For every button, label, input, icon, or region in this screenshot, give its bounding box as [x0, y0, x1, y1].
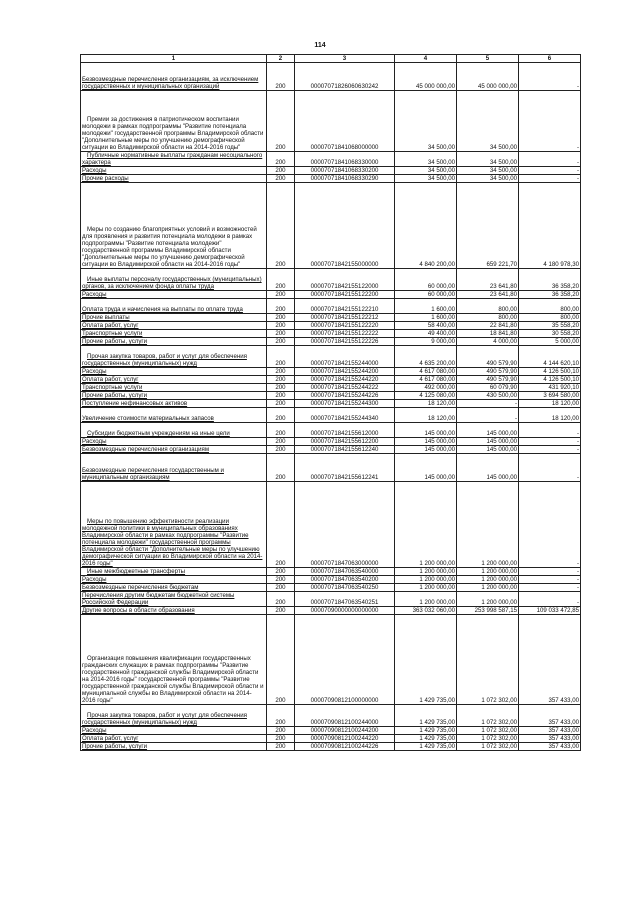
row-description: Расходы [81, 438, 267, 446]
row-approved-amount: 4 617 080,00 [395, 368, 457, 376]
row-unexecuted-amount: - [519, 446, 581, 454]
row-code: 200 [267, 392, 295, 400]
row-unexecuted-amount: - [519, 482, 581, 568]
row-description: Расходы [81, 368, 267, 376]
row-executed-amount: 800,00 [457, 299, 519, 314]
row-unexecuted-amount: - [519, 167, 581, 175]
table-row [81, 592, 581, 607]
row-code: 200 [267, 376, 295, 384]
row-description: Другие вопросы в области образования [81, 607, 267, 615]
row-approved-amount: 1 429 735,00 [395, 735, 457, 743]
row-unexecuted-amount: - [519, 63, 581, 91]
row-code: 200 [267, 568, 295, 576]
row-description: Безвозмездные перечисления бюджетам [81, 584, 267, 592]
table-row [81, 482, 581, 568]
row-budget-code: 00007071842155612240 [295, 446, 395, 454]
column-header: 6 [519, 55, 581, 63]
row-executed-amount: 34 500,00 [457, 167, 519, 175]
row-code: 200 [267, 152, 295, 167]
row-budget-code: 00007071847063540250 [295, 584, 395, 592]
row-description: Прочая закупка товаров, работ и услуг для обеспечения государственных (муниципальных) нужд [81, 705, 267, 727]
row-budget-code: 00007071842155122222 [295, 330, 395, 338]
row-budget-code: 00007071842155122212 [295, 314, 395, 322]
row-code: 200 [267, 330, 295, 338]
row-description: Расходы [81, 576, 267, 584]
row-approved-amount: 60 000,00 [395, 291, 457, 299]
row-description: Расходы [81, 167, 267, 175]
row-unexecuted-amount: 30 558,20 [519, 330, 581, 338]
row-budget-code: 00007071841068330000 [295, 152, 395, 167]
row-description: Иные межбюджетные трансферты [81, 568, 267, 576]
row-description: Прочие выплаты [81, 314, 267, 322]
row-approved-amount: 34 500,00 [395, 175, 457, 183]
row-budget-code: 00007071847063540251 [295, 592, 395, 607]
column-header: 5 [457, 55, 519, 63]
row-code: 200 [267, 592, 295, 607]
row-unexecuted-amount: 18 120,00 [519, 400, 581, 408]
row-code: 200 [267, 384, 295, 392]
table-row [81, 175, 581, 183]
row-description: Безвозмездные перечисления государственным и муниципальным организациям [81, 454, 267, 482]
row-unexecuted-amount: 36 358,20 [519, 269, 581, 291]
row-description: Оплата труда и начисления на выплаты по оплате труда [81, 299, 267, 314]
row-unexecuted-amount: - [519, 568, 581, 576]
row-unexecuted-amount: 357 433,00 [519, 735, 581, 743]
column-header: 1 [81, 55, 267, 63]
row-approved-amount: 145 000,00 [395, 438, 457, 446]
row-description: Организация повышения квалификации государственных гражданских служащих в рамках подпрограммы "Развитие государственной гражданской службы Владимирской области на 2014-2016 годы" государственной программы "Развитие государственной гражданской службы Владимирской области и муниципальной службы во Владимирской области на 2014-2016 годы" [81, 615, 267, 705]
row-approved-amount: 4 125 080,00 [395, 392, 457, 400]
row-unexecuted-amount: 800,00 [519, 314, 581, 322]
row-code: 200 [267, 454, 295, 482]
row-executed-amount: 145 000,00 [457, 446, 519, 454]
row-executed-amount: 1 072 302,00 [457, 743, 519, 751]
row-executed-amount: 60 079,90 [457, 384, 519, 392]
row-code: 200 [267, 576, 295, 584]
row-budget-code: 00007071842155244340 [295, 408, 395, 423]
row-description: Расходы [81, 291, 267, 299]
row-description: Иные выплаты персоналу государственных (муниципальных) органов, за исключением фонда оплаты труда [81, 269, 267, 291]
row-approved-amount: 1 600,00 [395, 299, 457, 314]
table-row [81, 291, 581, 299]
row-unexecuted-amount: 357 433,00 [519, 743, 581, 751]
row-code: 200 [267, 291, 295, 299]
row-budget-code: 00007071842155122200 [295, 291, 395, 299]
table-row [81, 384, 581, 392]
row-description: Оплата работ, услуг [81, 735, 267, 743]
table-row [81, 392, 581, 400]
row-executed-amount: 800,00 [457, 314, 519, 322]
row-code: 200 [267, 175, 295, 183]
row-executed-amount: 490 579,90 [457, 346, 519, 368]
row-budget-code: 00007071842155612200 [295, 438, 395, 446]
row-budget-code: 00007090812100244226 [295, 743, 395, 751]
row-budget-code: 00007071842155244300 [295, 400, 395, 408]
row-approved-amount: 145 000,00 [395, 454, 457, 482]
table-row [81, 376, 581, 384]
row-executed-amount: 34 500,00 [457, 175, 519, 183]
row-budget-code: 00007071842155122220 [295, 322, 395, 330]
row-description: Прочие расходы [81, 175, 267, 183]
row-description: Субсидии бюджетным учреждениям на иные цели [81, 423, 267, 438]
table-row [81, 63, 581, 91]
row-description: Прочие работы, услуги [81, 392, 267, 400]
table-row [81, 576, 581, 584]
row-code: 200 [267, 299, 295, 314]
row-unexecuted-amount: - [519, 152, 581, 167]
row-code: 200 [267, 63, 295, 91]
row-unexecuted-amount: 4 180 978,30 [519, 183, 581, 269]
row-description: Меры по повышению эффективности реализации молодежной политики в муниципальных образованиях Владимирской области в рамках подпрограммы "Развитие потенциала молодежи" государственной программы Владимирской области "Дополнительные меры по улучшению демографической ситуации во Владимирской области на 2014-2016 годы" [81, 482, 267, 568]
table-header-row [81, 55, 581, 63]
row-code: 200 [267, 91, 295, 152]
row-approved-amount: 45 000 000,00 [395, 63, 457, 91]
row-executed-amount: 490 579,90 [457, 368, 519, 376]
row-description: Увеличение стоимости материальных запасов [81, 408, 267, 423]
row-budget-code: 00007071842155244222 [295, 384, 395, 392]
row-executed-amount: 18 841,80 [457, 330, 519, 338]
row-approved-amount: 1 429 735,00 [395, 705, 457, 727]
row-unexecuted-amount: - [519, 454, 581, 482]
row-code: 200 [267, 269, 295, 291]
row-approved-amount: 9 000,00 [395, 338, 457, 346]
row-unexecuted-amount: 4 126 500,10 [519, 368, 581, 376]
row-unexecuted-amount: 431 920,10 [519, 384, 581, 392]
row-approved-amount: 1 429 735,00 [395, 743, 457, 751]
row-approved-amount: 4 840 200,00 [395, 183, 457, 269]
row-approved-amount: 34 500,00 [395, 152, 457, 167]
row-unexecuted-amount: 18 120,00 [519, 408, 581, 423]
row-description: Оплата работ, услуг [81, 322, 267, 330]
row-code: 200 [267, 584, 295, 592]
row-description: Транспортные услуги [81, 330, 267, 338]
row-code: 200 [267, 607, 295, 615]
row-budget-code: 00007071842155244200 [295, 368, 395, 376]
row-executed-amount: 34 500,00 [457, 91, 519, 152]
table-row [81, 167, 581, 175]
row-budget-code: 00007071842155000000 [295, 183, 395, 269]
row-executed-amount: 23 641,80 [457, 291, 519, 299]
table-row [81, 314, 581, 322]
row-code: 200 [267, 338, 295, 346]
row-budget-code: 00007090812100244200 [295, 727, 395, 735]
table-row [81, 735, 581, 743]
row-code: 200 [267, 743, 295, 751]
row-unexecuted-amount: 109 033 472,85 [519, 607, 581, 615]
row-unexecuted-amount: 357 433,00 [519, 615, 581, 705]
row-code: 200 [267, 167, 295, 175]
row-approved-amount: 1 200 000,00 [395, 482, 457, 568]
row-code: 200 [267, 346, 295, 368]
table-row [81, 368, 581, 376]
row-unexecuted-amount: - [519, 592, 581, 607]
row-approved-amount: 492 000,00 [395, 384, 457, 392]
table-row [81, 607, 581, 615]
row-description: Перечисления другим бюджетам бюджетной системы Российской Федерации [81, 592, 267, 607]
table-row [81, 743, 581, 751]
row-unexecuted-amount: 5 000,00 [519, 338, 581, 346]
row-budget-code: 00007071842155244226 [295, 392, 395, 400]
row-code: 200 [267, 322, 295, 330]
row-approved-amount: 4 635 200,00 [395, 346, 457, 368]
row-approved-amount: 1 200 000,00 [395, 576, 457, 584]
row-executed-amount: 22 841,80 [457, 322, 519, 330]
table-row [81, 408, 581, 423]
row-executed-amount: 145 000,00 [457, 438, 519, 446]
row-budget-code: 00007090812100000000 [295, 615, 395, 705]
row-description: Меры по созданию благоприятных условий и возможностей для проявления и развития потенциала молодежи в рамках подпрограммы "Развитие потенциала молодежи" государственной программы Владимирской области "Дополнительные меры по улучшению демографической ситуации во Владимирской области на 2014-2016 годы" [81, 183, 267, 269]
row-unexecuted-amount: - [519, 438, 581, 446]
row-approved-amount: 1 600,00 [395, 314, 457, 322]
row-approved-amount: 1 429 735,00 [395, 615, 457, 705]
row-executed-amount: 4 000,00 [457, 338, 519, 346]
row-code: 200 [267, 400, 295, 408]
row-description: Расходы [81, 727, 267, 735]
column-header: 4 [395, 55, 457, 63]
row-unexecuted-amount: - [519, 175, 581, 183]
row-description: Прочая закупка товаров, работ и услуг для обеспечения государственных (муниципальных) нужд [81, 346, 267, 368]
table-row [81, 438, 581, 446]
row-executed-amount: 1 200 000,00 [457, 568, 519, 576]
row-description: Оплата работ, услуг [81, 376, 267, 384]
row-unexecuted-amount: - [519, 423, 581, 438]
row-unexecuted-amount: 4 144 620,10 [519, 346, 581, 368]
table-row [81, 299, 581, 314]
row-executed-amount: 1 072 302,00 [457, 735, 519, 743]
row-unexecuted-amount: 4 126 500,10 [519, 376, 581, 384]
table-row [81, 338, 581, 346]
table-row [81, 568, 581, 576]
row-executed-amount: 1 200 000,00 [457, 584, 519, 592]
row-code: 200 [267, 408, 295, 423]
row-budget-code: 00007071842155122226 [295, 338, 395, 346]
row-executed-amount: 490 579,90 [457, 376, 519, 384]
table-row [81, 183, 581, 269]
row-unexecuted-amount: 800,00 [519, 299, 581, 314]
row-unexecuted-amount: 36 358,20 [519, 291, 581, 299]
row-executed-amount: 1 200 000,00 [457, 592, 519, 607]
row-budget-code: 00007071842155122210 [295, 299, 395, 314]
row-code: 200 [267, 482, 295, 568]
row-executed-amount: 145 000,00 [457, 423, 519, 438]
row-code: 200 [267, 615, 295, 705]
table-row [81, 446, 581, 454]
row-description: Поступление нефинансовых активов [81, 400, 267, 408]
row-budget-code: 00007071841068330290 [295, 175, 395, 183]
row-approved-amount: 34 500,00 [395, 167, 457, 175]
row-description: Безвозмездные перечисления организациям [81, 446, 267, 454]
row-budget-code: 00007071847063540200 [295, 576, 395, 584]
row-approved-amount: 145 000,00 [395, 446, 457, 454]
row-approved-amount: 145 000,00 [395, 423, 457, 438]
table-row [81, 330, 581, 338]
row-approved-amount: 60 000,00 [395, 269, 457, 291]
row-budget-code: 00007090812100244000 [295, 705, 395, 727]
row-description: Транспортные услуги [81, 384, 267, 392]
row-code: 200 [267, 735, 295, 743]
table-row [81, 400, 581, 408]
row-budget-code: 00007071842155244220 [295, 376, 395, 384]
row-approved-amount: 58 400,00 [395, 322, 457, 330]
row-approved-amount: 1 200 000,00 [395, 592, 457, 607]
row-executed-amount: 1 200 000,00 [457, 482, 519, 568]
row-unexecuted-amount: 3 694 580,00 [519, 392, 581, 400]
table-row [81, 727, 581, 735]
row-budget-code: 00007071842155612241 [295, 454, 395, 482]
row-approved-amount: 18 120,00 [395, 408, 457, 423]
row-budget-code: 00007071842155244000 [295, 346, 395, 368]
row-code: 200 [267, 438, 295, 446]
table-row [81, 705, 581, 727]
table-row [81, 454, 581, 482]
row-code: 200 [267, 446, 295, 454]
row-executed-amount: 145 000,00 [457, 454, 519, 482]
row-unexecuted-amount: - [519, 576, 581, 584]
row-executed-amount: 23 641,80 [457, 269, 519, 291]
row-description: Публичные нормативные выплаты гражданам несоциального характера [81, 152, 267, 167]
table-row [81, 423, 581, 438]
table-row [81, 584, 581, 592]
row-unexecuted-amount: - [519, 584, 581, 592]
table-row [81, 322, 581, 330]
row-executed-amount: 1 200 000,00 [457, 576, 519, 584]
budget-table [80, 54, 581, 751]
row-budget-code: 00007090812100244220 [295, 735, 395, 743]
row-unexecuted-amount: 357 433,00 [519, 727, 581, 735]
row-approved-amount: 363 032 060,00 [395, 607, 457, 615]
row-unexecuted-amount: 35 558,20 [519, 322, 581, 330]
row-approved-amount: 49 400,00 [395, 330, 457, 338]
row-executed-amount: 1 072 302,00 [457, 615, 519, 705]
row-unexecuted-amount: - [519, 91, 581, 152]
row-unexecuted-amount: 357 433,00 [519, 705, 581, 727]
row-executed-amount: 45 000 000,00 [457, 63, 519, 91]
table-row [81, 269, 581, 291]
row-code: 200 [267, 423, 295, 438]
row-executed-amount: 253 998 587,15 [457, 607, 519, 615]
row-executed-amount: 430 500,00 [457, 392, 519, 400]
row-description: Безвозмездные перечисления организациям, за исключением государственных и муниципальных организаций [81, 63, 267, 91]
row-code: 200 [267, 183, 295, 269]
row-executed-amount: - [457, 400, 519, 408]
row-approved-amount: 4 617 080,00 [395, 376, 457, 384]
row-approved-amount: 18 120,00 [395, 400, 457, 408]
row-executed-amount: 1 072 302,00 [457, 705, 519, 727]
row-code: 200 [267, 314, 295, 322]
row-executed-amount: 659 221,70 [457, 183, 519, 269]
row-executed-amount: 34 500,00 [457, 152, 519, 167]
row-budget-code: 00007071826060630242 [295, 63, 395, 91]
table-row [81, 615, 581, 705]
row-budget-code: 00007071842155612000 [295, 423, 395, 438]
row-description: Премии за достижения в патриотическом воспитании молодежи в рамках подпрограммы "Развитие потенциала молодежи" государственной программы Владимирской области "Дополнительные меры по улучшению демографической ситуации во Владимирской области на 2014-2016 годы" [81, 91, 267, 152]
row-code: 200 [267, 368, 295, 376]
row-code: 200 [267, 727, 295, 735]
column-header: 2 [267, 55, 295, 63]
row-approved-amount: 1 200 000,00 [395, 568, 457, 576]
row-approved-amount: 1 200 000,00 [395, 584, 457, 592]
table-row [81, 152, 581, 167]
column-header: 3 [295, 55, 395, 63]
row-executed-amount: 1 072 302,00 [457, 727, 519, 735]
row-budget-code: 00007071841068330200 [295, 167, 395, 175]
row-approved-amount: 34 500,00 [395, 91, 457, 152]
row-description: Прочие работы, услуги [81, 338, 267, 346]
table-row [81, 346, 581, 368]
row-budget-code: 00007071841068000000 [295, 91, 395, 152]
row-code: 200 [267, 705, 295, 727]
row-budget-code: 00007071842155122000 [295, 269, 395, 291]
row-budget-code: 00007071847063540000 [295, 568, 395, 576]
row-approved-amount: 1 429 735,00 [395, 727, 457, 735]
row-budget-code: 00007071847063000000 [295, 482, 395, 568]
page-number: 114 [314, 42, 326, 49]
row-budget-code: 00007090000000000000 [295, 607, 395, 615]
row-executed-amount: - [457, 408, 519, 423]
row-description: Прочие работы, услуги [81, 743, 267, 751]
table-row [81, 91, 581, 152]
